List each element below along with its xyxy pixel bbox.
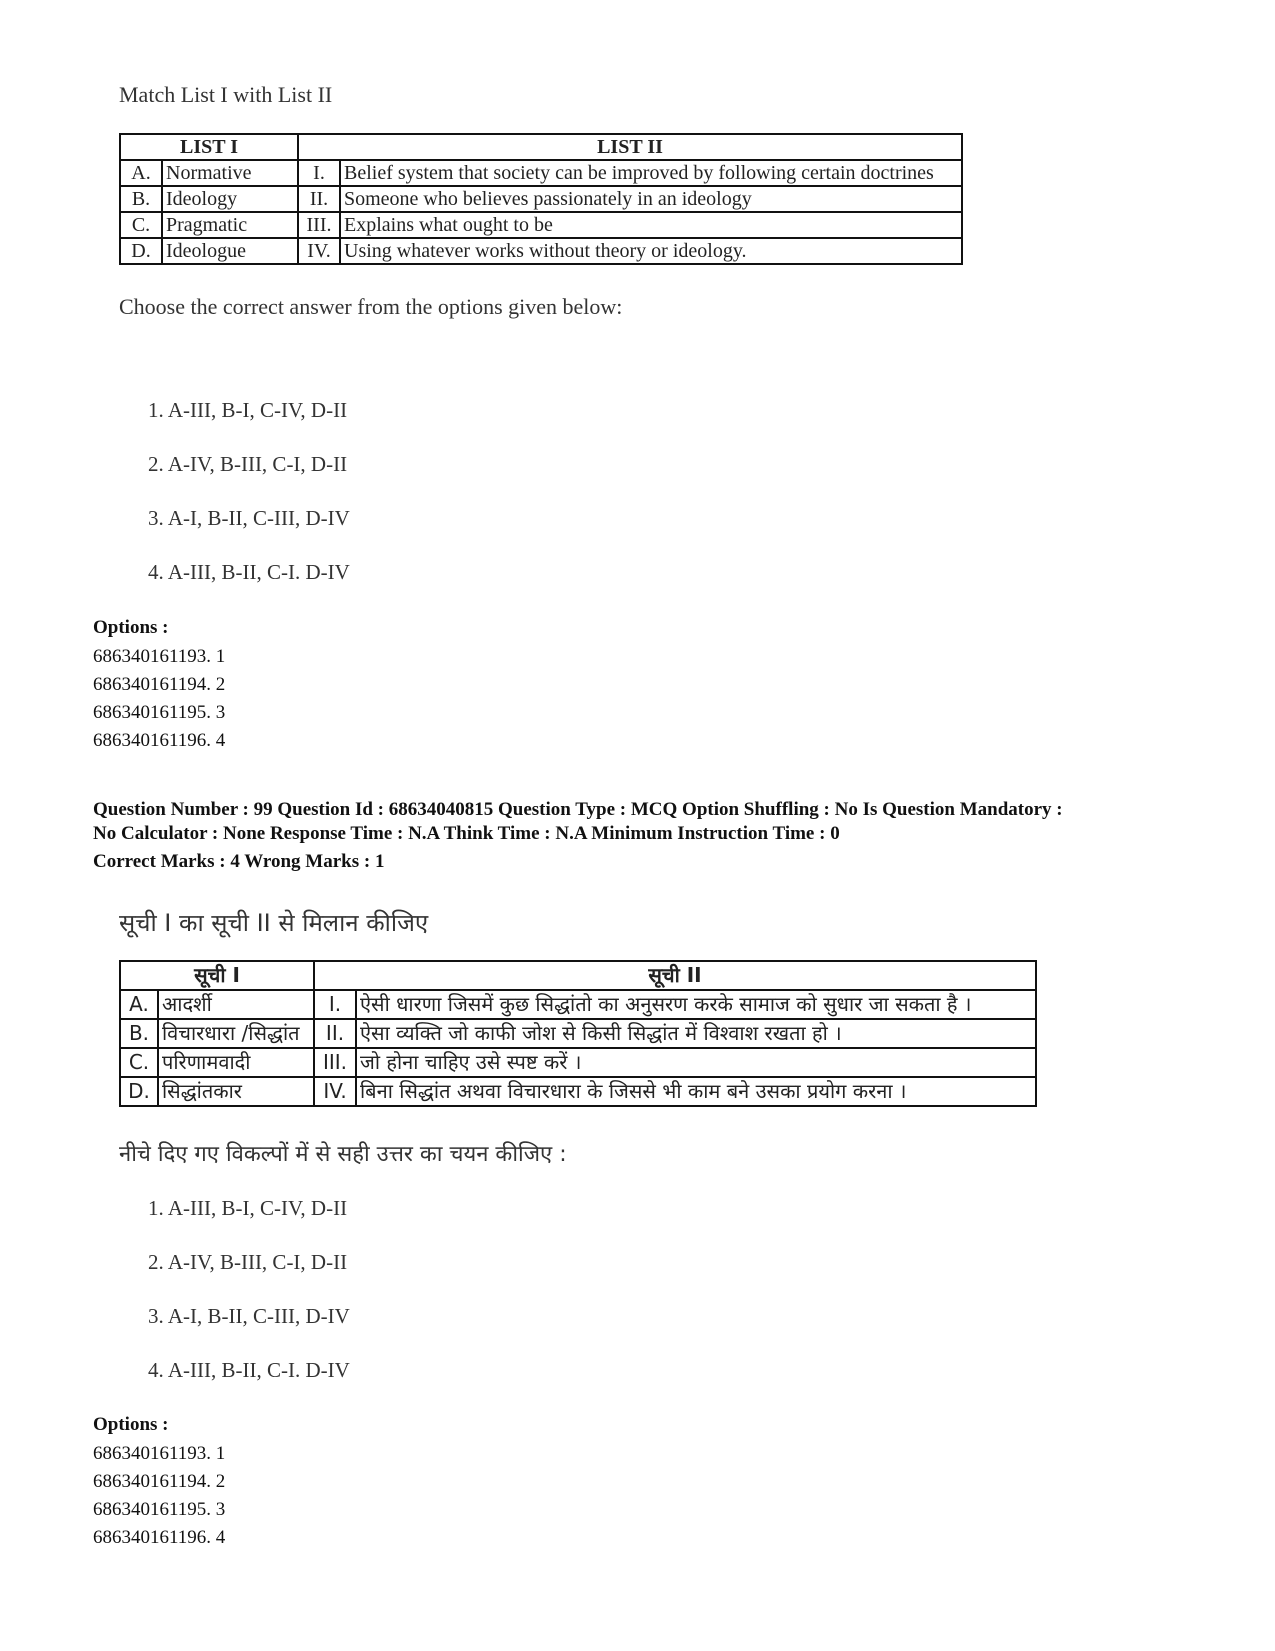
table-row: [120, 212, 962, 238]
list2-key: II.: [298, 186, 340, 212]
list1-value: सिद्धांतकार: [158, 1077, 314, 1106]
option-item: 686340161196. 4: [93, 730, 226, 751]
list1-value: Pragmatic: [162, 212, 298, 238]
list2-key: II.: [314, 1019, 356, 1048]
list2-value: Using whatever works without theory or ideology.: [340, 238, 962, 264]
list1-key: B.: [120, 186, 162, 212]
list2-header: LIST II: [298, 134, 962, 160]
table-header-row: [120, 961, 1036, 990]
list2-value: जो होना चाहिए उसे स्पष्ट करें ।: [356, 1048, 1036, 1077]
list2-key: I.: [298, 160, 340, 186]
list1-key: C.: [120, 1048, 158, 1077]
match-table-hindi: [119, 960, 1037, 1107]
answer-choice: 1. A-III, B-I, C-IV, D-II: [148, 1196, 348, 1220]
option-item: 686340161194. 2: [93, 674, 226, 695]
answer-choice: 2. A-IV, B-III, C-I, D-II: [148, 1250, 348, 1274]
list2-key: IV.: [314, 1077, 356, 1106]
list2-key: III.: [314, 1048, 356, 1077]
list2-value: ऐसा व्यक्ति जो काफी जोश से किसी सिद्धांत में विश्वाश रखता हो ।: [356, 1019, 1036, 1048]
meta-line: Question Number : 99 Question Id : 68634040815 Question Type : MCQ Option Shuffling : No Is Question Mandatory :: [93, 799, 1063, 820]
list2-key: I.: [314, 990, 356, 1019]
list1-header: सूची I: [120, 961, 314, 990]
options-list: [93, 643, 225, 755]
list1-key: D.: [120, 1077, 158, 1106]
list2-value: Belief system that society can be improved by following certain doctrines: [340, 160, 962, 186]
list2-value: बिना सिद्धांत अथवा विचारधारा के जिससे भी काम बने उसका प्रयोग करना ।: [356, 1077, 1036, 1106]
question-instruction: Match List I with List II: [119, 82, 333, 107]
options-label: Options :: [93, 617, 169, 638]
list2-value: ऐसी धारणा जिसमें कुछ सिद्धांतो का अनुसरण करके सामाज को सुधार जा सकता है ।: [356, 990, 1036, 1019]
option-item: 686340161196. 4: [93, 1527, 226, 1548]
list1-value: Ideology: [162, 186, 298, 212]
table-row: [120, 160, 962, 186]
list1-key: C.: [120, 212, 162, 238]
list1-key: B.: [120, 1019, 158, 1048]
options-list: [93, 1440, 225, 1552]
table-header-row: [120, 134, 962, 160]
answer-choice: 4. A-III, B-II, C-I. D-IV: [148, 1358, 350, 1382]
list2-header: सूची II: [314, 961, 1036, 990]
table-row: [120, 186, 962, 212]
list1-value: Normative: [162, 160, 298, 186]
meta-line: No Calculator : None Response Time : N.A Think Time : N.A Minimum Instruction Time : 0: [93, 823, 840, 844]
choose-instruction: Choose the correct answer from the options given below:: [119, 294, 623, 319]
table-row: [120, 1019, 1036, 1048]
option-item: 686340161195. 3: [93, 1499, 226, 1520]
choose-instruction-hindi: नीचे दिए गए विकल्पों में से सही उत्तर का चयन कीजिए :: [119, 1142, 567, 1167]
list1-value: Ideologue: [162, 238, 298, 264]
list2-value: Someone who believes passionately in an ideology: [340, 186, 962, 212]
list2-key: III.: [298, 212, 340, 238]
list2-key: IV.: [298, 238, 340, 264]
table-row: [120, 990, 1036, 1019]
answer-choice: 2. A-IV, B-III, C-I, D-II: [148, 452, 348, 476]
option-item: 686340161193. 1: [93, 1443, 226, 1464]
list1-value: परिणामवादी: [158, 1048, 314, 1077]
table-row: [120, 238, 962, 264]
question-meta: [93, 798, 1233, 874]
table-row: [120, 1077, 1036, 1106]
list2-value: Explains what ought to be: [340, 212, 962, 238]
match-table: [119, 133, 963, 265]
option-item: 686340161194. 2: [93, 1471, 226, 1492]
list1-value: आदर्शी: [158, 990, 314, 1019]
answer-choice: 3. A-I, B-II, C-III, D-IV: [148, 506, 350, 530]
answer-choice: 4. A-III, B-II, C-I. D-IV: [148, 560, 350, 584]
answer-choice: 3. A-I, B-II, C-III, D-IV: [148, 1304, 350, 1328]
table-row: [120, 1048, 1036, 1077]
question-instruction-hindi: सूची I का सूची II से मिलान कीजिए: [119, 909, 429, 937]
answer-choice: 1. A-III, B-I, C-IV, D-II: [148, 398, 348, 422]
list1-key: A.: [120, 990, 158, 1019]
option-item: 686340161195. 3: [93, 702, 226, 723]
list1-header: LIST I: [120, 134, 298, 160]
list1-value: विचारधारा /सिद्धांत: [158, 1019, 314, 1048]
list1-key: A.: [120, 160, 162, 186]
list1-key: D.: [120, 238, 162, 264]
meta-line: Correct Marks : 4 Wrong Marks : 1: [93, 851, 385, 872]
options-label: Options :: [93, 1414, 169, 1435]
option-item: 686340161193. 1: [93, 646, 226, 667]
